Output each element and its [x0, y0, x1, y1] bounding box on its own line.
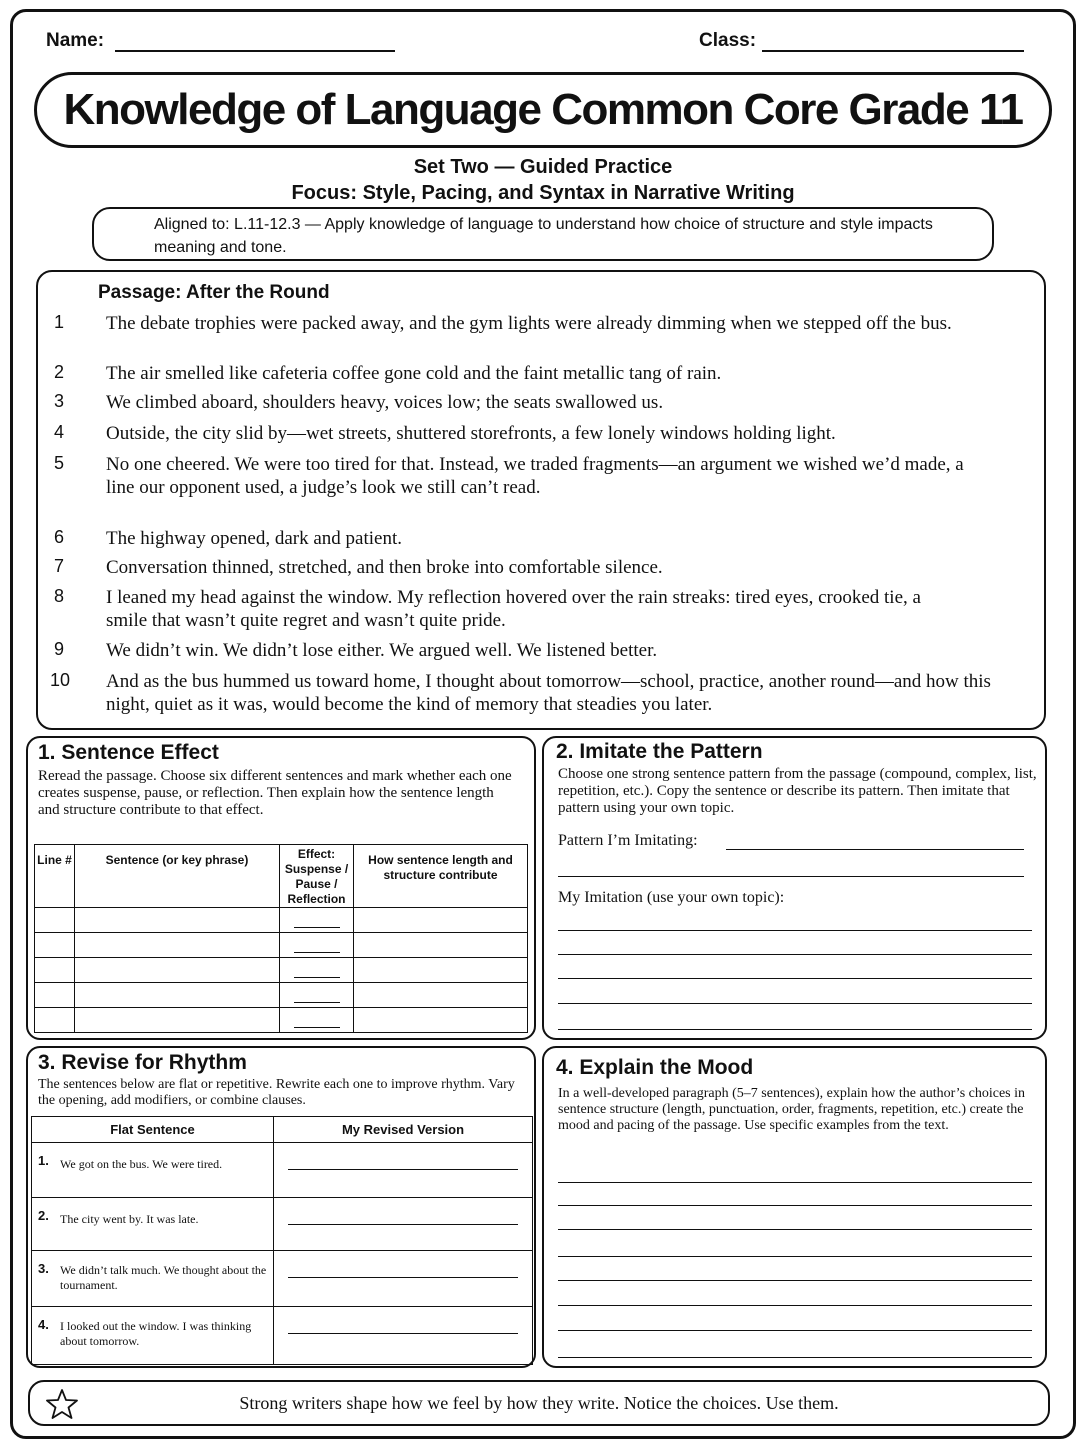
- table-row: 4. I looked out the window. I was thinking about tomorrow.: [32, 1307, 533, 1365]
- line-number: 9: [54, 639, 65, 659]
- line-text: We didn’t win. We didn’t lose either. We argued well. We listened better.: [106, 640, 658, 661]
- line-number: 2: [54, 362, 65, 382]
- revise-table: [31, 1116, 533, 1365]
- subtitle-set: Set Two — Guided Practice: [413, 156, 673, 178]
- col-how: How sentence length and structure contribute: [354, 845, 528, 908]
- line-text: We climbed aboard, shoulders heavy, voices low; the seats swallowed us.: [106, 392, 664, 413]
- class-label: Class:: [699, 30, 757, 51]
- table-row: [35, 958, 528, 983]
- col-line: Line #: [35, 845, 75, 908]
- writing-line[interactable]: [558, 930, 1032, 931]
- line-number: 3: [54, 391, 65, 411]
- col-flat: Flat Sentence: [32, 1117, 274, 1143]
- standard-alignment-box: [92, 207, 994, 261]
- section-title: 3. Revise for Rhythm: [38, 1051, 247, 1074]
- writing-line[interactable]: [558, 1305, 1032, 1306]
- line-text: Conversation thinned, stretched, and then broke into comfortable silence.: [106, 557, 663, 578]
- writing-line[interactable]: [558, 1256, 1032, 1257]
- sentence-effect-table: [34, 844, 528, 1033]
- line-text: No one cheered. We were too tired for that. Instead, we traded fragments—an argument we wished we’d made, a line our opponent used, a judge’s look we still can’t read.: [106, 454, 964, 498]
- writing-line[interactable]: [558, 978, 1032, 979]
- line-text: The air smelled like cafeteria coffee gone cold and the faint metallic tang of rain.: [106, 363, 722, 384]
- section-title: 2. Imitate the Pattern: [556, 740, 763, 763]
- table-row: [35, 908, 528, 933]
- passage-box: [36, 270, 1046, 730]
- section-instructions: The sentences below are flat or repetitive. Rewrite each one to improve rhythm. Vary the opening, add modifiers, or combine clauses.: [38, 1077, 515, 1108]
- table-row: [35, 983, 528, 1008]
- section-instructions: Choose one strong sentence pattern from the passage (compound, complex, list, repetition, etc.). Copy the sentence or describe its pattern. Then imitate that pattern using your own topic.: [558, 766, 1037, 816]
- writing-line[interactable]: [558, 1029, 1032, 1030]
- line-text: The highway opened, dark and patient.: [106, 528, 402, 549]
- col-revised: My Revised Version: [274, 1117, 533, 1143]
- line-text: The debate trophies were packed away, and the gym lights were already dimming when we stepped off the bus.: [106, 313, 952, 334]
- line-number: 8: [54, 586, 65, 606]
- writing-line[interactable]: [558, 1003, 1032, 1004]
- table-row: 1. We got on the bus. We were tired.: [32, 1143, 533, 1198]
- writing-line[interactable]: [558, 1205, 1032, 1206]
- title-banner: [34, 72, 1052, 148]
- section-title: 4. Explain the Mood: [556, 1056, 754, 1079]
- pattern-line[interactable]: [558, 876, 1024, 877]
- section-revise-rhythm: [26, 1046, 536, 1368]
- col-sentence: Sentence (or key phrase): [75, 845, 280, 908]
- line-number: 4: [54, 422, 65, 442]
- footer-banner: [28, 1380, 1050, 1426]
- writing-line[interactable]: [558, 954, 1032, 955]
- footer-text: Strong writers shape how we feel by how they write. Notice the choices. Use them.: [239, 1393, 839, 1413]
- passage-title: Passage: After the Round: [98, 282, 330, 303]
- line-number: 6: [54, 527, 65, 547]
- section-sentence-effect: [26, 736, 536, 1040]
- class-field[interactable]: [762, 50, 1024, 52]
- col-effect: Effect: Suspense / Pause / Reflection: [280, 845, 354, 908]
- line-text: Outside, the city slid by—wet streets, shuttered storefronts, a few lonely windows holding light.: [106, 423, 836, 444]
- section-title: 1. Sentence Effect: [38, 741, 219, 764]
- table-row: [35, 1008, 528, 1033]
- page-title: Knowledge of Language Common Core Grade 11: [63, 85, 1023, 134]
- section-instructions: In a well-developed paragraph (5–7 sentences), explain how the author’s choices in sentence structure (length, punctuation, order, fragments, repetition, etc.) create the mood and pacing of the passage. Use specific examples from the text.: [558, 1086, 1026, 1133]
- writing-line[interactable]: [558, 1330, 1032, 1331]
- section-instructions: Reread the passage. Choose six different sentences and mark whether each one creates suspense, pause, or reflection. Then explain how the sentence length and structure contribute to that effect.: [38, 768, 512, 818]
- line-number: 1: [54, 312, 65, 332]
- table-row: 2. The city went by. It was late.: [32, 1198, 533, 1251]
- pattern-label: Pattern I’m Imitating:: [558, 832, 698, 849]
- section-imitate-pattern: [542, 736, 1047, 1040]
- table-row: 3. We didn’t talk much. We thought about the tournament.: [32, 1251, 533, 1307]
- imitation-label: My Imitation (use your own topic):: [558, 889, 785, 906]
- writing-line[interactable]: [558, 1229, 1032, 1230]
- section-explain-mood: [542, 1046, 1047, 1368]
- writing-line[interactable]: [558, 1280, 1032, 1281]
- subtitle-focus: Focus: Style, Pacing, and Syntax in Narrative Writing: [291, 182, 795, 204]
- pattern-line[interactable]: [726, 849, 1024, 850]
- standard-alignment-text: Aligned to: L.11-12.3 — Apply knowledge of language to understand how choice of structure and style impacts meaning and tone.: [154, 216, 933, 256]
- name-label: Name:: [46, 30, 105, 51]
- line-number: 7: [54, 556, 65, 576]
- line-text: And as the bus hummed us toward home, I thought about tomorrow—school, practice, another round—and how this night, quiet as it was, would become the kind of memory that steadies you later.: [106, 671, 991, 715]
- line-text: I leaned my head against the window. My reflection hovered over the rain streaks: tired eyes, crooked tie, a smile that wasn’t quite regret and wasn’t quite pride.: [106, 587, 921, 631]
- table-row: [35, 933, 528, 958]
- writing-line[interactable]: [558, 1357, 1032, 1358]
- writing-line[interactable]: [558, 1182, 1032, 1183]
- line-number: 5: [54, 453, 65, 473]
- name-field[interactable]: [115, 50, 395, 52]
- line-number: 10: [50, 670, 71, 690]
